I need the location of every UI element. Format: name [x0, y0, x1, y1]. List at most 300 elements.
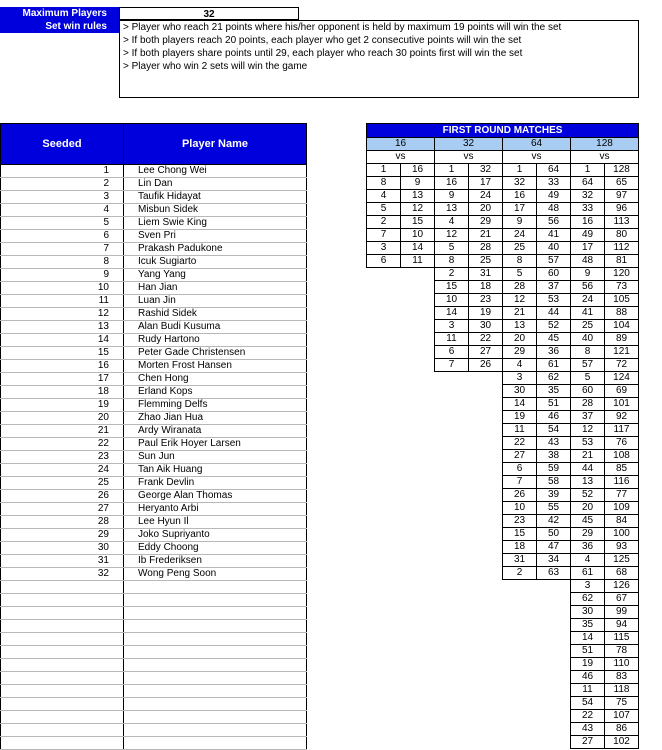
- match-seed-cell[interactable]: 88: [605, 307, 639, 320]
- match-seed-cell[interactable]: 34: [537, 554, 571, 567]
- player-name-cell[interactable]: Eddy Choong: [124, 542, 307, 555]
- player-name-cell[interactable]: [124, 659, 307, 672]
- seed-cell[interactable]: 12: [1, 308, 124, 321]
- table-row[interactable]: [1, 685, 307, 698]
- table-row[interactable]: [1, 581, 307, 594]
- table-row[interactable]: [1, 425, 307, 438]
- table-row[interactable]: [1, 412, 307, 425]
- player-name-cell[interactable]: Ardy Wiranata: [124, 425, 307, 438]
- match-seed-cell[interactable]: 9: [571, 268, 605, 281]
- match-seed-cell[interactable]: 6: [503, 463, 537, 476]
- table-row[interactable]: [1, 464, 307, 477]
- table-row[interactable]: [1, 490, 307, 503]
- player-name-cell[interactable]: Morten Frost Hansen: [124, 360, 307, 373]
- match-seed-cell[interactable]: 22: [503, 437, 537, 450]
- seed-cell[interactable]: 1: [1, 165, 124, 178]
- match-seed-cell[interactable]: 5: [503, 268, 537, 281]
- match-seed-cell[interactable]: 6: [435, 346, 469, 359]
- match-seed-cell[interactable]: 27: [571, 736, 605, 749]
- match-seed-cell[interactable]: 11: [503, 424, 537, 437]
- match-seed-cell[interactable]: 35: [537, 385, 571, 398]
- match-seed-cell[interactable]: 36: [571, 541, 605, 554]
- match-seed-cell[interactable]: 80: [605, 229, 639, 242]
- match-seed-cell[interactable]: 36: [537, 346, 571, 359]
- seed-cell[interactable]: [1, 659, 124, 672]
- table-row[interactable]: [1, 529, 307, 542]
- match-seed-cell[interactable]: 72: [605, 359, 639, 372]
- seed-cell[interactable]: 7: [1, 243, 124, 256]
- table-row[interactable]: [1, 256, 307, 269]
- match-seed-cell[interactable]: 44: [571, 463, 605, 476]
- match-seed-cell[interactable]: 1: [435, 164, 469, 177]
- table-row[interactable]: [1, 399, 307, 412]
- match-seed-cell[interactable]: 12: [435, 229, 469, 242]
- match-seed-cell[interactable]: 107: [605, 710, 639, 723]
- match-seed-cell[interactable]: 53: [571, 437, 605, 450]
- player-name-cell[interactable]: Taufik Hidayat: [124, 191, 307, 204]
- match-seed-cell[interactable]: 38: [537, 450, 571, 463]
- player-name-cell[interactable]: Alan Budi Kusuma: [124, 321, 307, 334]
- match-seed-cell[interactable]: 99: [605, 606, 639, 619]
- player-name-cell[interactable]: Lin Dan: [124, 178, 307, 191]
- match-seed-cell[interactable]: 62: [537, 372, 571, 385]
- table-row[interactable]: [1, 386, 307, 399]
- table-row[interactable]: [1, 165, 307, 178]
- match-seed-cell[interactable]: 62: [571, 593, 605, 606]
- match-seed-cell[interactable]: 6: [367, 255, 401, 268]
- match-seed-cell[interactable]: 14: [571, 632, 605, 645]
- match-seed-cell[interactable]: 40: [571, 333, 605, 346]
- match-seed-cell[interactable]: 56: [537, 216, 571, 229]
- table-row[interactable]: [1, 217, 307, 230]
- match-seed-cell[interactable]: 4: [435, 216, 469, 229]
- seed-cell[interactable]: 4: [1, 204, 124, 217]
- seed-cell[interactable]: 31: [1, 555, 124, 568]
- table-row[interactable]: [1, 477, 307, 490]
- match-seed-cell[interactable]: 41: [537, 229, 571, 242]
- match-seed-cell[interactable]: 112: [605, 242, 639, 255]
- match-seed-cell[interactable]: 61: [571, 567, 605, 580]
- table-row[interactable]: [1, 438, 307, 451]
- match-seed-cell[interactable]: 59: [537, 463, 571, 476]
- seed-cell[interactable]: 13: [1, 321, 124, 334]
- match-seed-cell[interactable]: 19: [503, 411, 537, 424]
- match-seed-cell[interactable]: 19: [469, 307, 503, 320]
- match-seed-cell[interactable]: 57: [571, 359, 605, 372]
- seed-cell[interactable]: 8: [1, 256, 124, 269]
- match-seed-cell[interactable]: 60: [537, 268, 571, 281]
- player-name-cell[interactable]: [124, 581, 307, 594]
- player-name-cell[interactable]: Lee Chong Wei: [124, 165, 307, 178]
- match-seed-cell[interactable]: 3: [435, 320, 469, 333]
- match-seed-cell[interactable]: 32: [469, 164, 503, 177]
- match-seed-cell[interactable]: 14: [503, 398, 537, 411]
- match-seed-cell[interactable]: 105: [605, 294, 639, 307]
- match-seed-cell[interactable]: 17: [571, 242, 605, 255]
- match-seed-cell[interactable]: 50: [537, 528, 571, 541]
- match-seed-cell[interactable]: 41: [571, 307, 605, 320]
- match-seed-cell[interactable]: 52: [537, 320, 571, 333]
- match-seed-cell[interactable]: 2: [435, 268, 469, 281]
- match-seed-cell[interactable]: 44: [537, 307, 571, 320]
- player-name-cell[interactable]: Rashid Sidek: [124, 308, 307, 321]
- player-name-cell[interactable]: [124, 685, 307, 698]
- match-seed-cell[interactable]: 2: [503, 567, 537, 580]
- match-seed-cell[interactable]: 14: [401, 242, 435, 255]
- match-seed-cell[interactable]: 53: [537, 294, 571, 307]
- seed-cell[interactable]: [1, 594, 124, 607]
- player-name-cell[interactable]: Luan Jin: [124, 295, 307, 308]
- match-seed-cell[interactable]: 46: [571, 671, 605, 684]
- match-seed-cell[interactable]: 13: [401, 190, 435, 203]
- match-seed-cell[interactable]: 100: [605, 528, 639, 541]
- match-seed-cell[interactable]: 29: [571, 528, 605, 541]
- match-seed-cell[interactable]: 109: [605, 502, 639, 515]
- player-name-cell[interactable]: [124, 724, 307, 737]
- match-seed-cell[interactable]: 5: [367, 203, 401, 216]
- player-name-cell[interactable]: [124, 737, 307, 750]
- match-seed-cell[interactable]: 110: [605, 658, 639, 671]
- player-name-cell[interactable]: Prakash Padukone: [124, 243, 307, 256]
- match-seed-cell[interactable]: 65: [605, 177, 639, 190]
- seed-cell[interactable]: 16: [1, 360, 124, 373]
- table-row[interactable]: [1, 503, 307, 516]
- match-seed-cell[interactable]: 101: [605, 398, 639, 411]
- match-seed-cell[interactable]: 64: [537, 164, 571, 177]
- seed-cell[interactable]: 18: [1, 386, 124, 399]
- match-seed-cell[interactable]: 83: [605, 671, 639, 684]
- match-seed-cell[interactable]: 22: [571, 710, 605, 723]
- match-seed-cell[interactable]: 20: [571, 502, 605, 515]
- match-seed-cell[interactable]: 24: [503, 229, 537, 242]
- match-seed-cell[interactable]: 22: [469, 333, 503, 346]
- match-seed-cell[interactable]: 125: [605, 554, 639, 567]
- match-seed-cell[interactable]: 16: [571, 216, 605, 229]
- match-seed-cell[interactable]: 9: [401, 177, 435, 190]
- match-seed-cell[interactable]: 73: [605, 281, 639, 294]
- match-seed-cell[interactable]: 128: [605, 164, 639, 177]
- player-name-cell[interactable]: [124, 698, 307, 711]
- table-row[interactable]: [1, 334, 307, 347]
- match-seed-cell[interactable]: 48: [571, 255, 605, 268]
- match-seed-cell[interactable]: 10: [401, 229, 435, 242]
- seed-cell[interactable]: 10: [1, 282, 124, 295]
- match-seed-cell[interactable]: 51: [571, 645, 605, 658]
- match-seed-cell[interactable]: 11: [401, 255, 435, 268]
- match-seed-cell[interactable]: 43: [571, 723, 605, 736]
- player-name-cell[interactable]: Icuk Sugiarto: [124, 256, 307, 269]
- table-row[interactable]: [1, 724, 307, 737]
- seed-cell[interactable]: 32: [1, 568, 124, 581]
- seed-cell[interactable]: 23: [1, 451, 124, 464]
- match-seed-cell[interactable]: 23: [469, 294, 503, 307]
- player-name-cell[interactable]: Sun Jun: [124, 451, 307, 464]
- match-seed-cell[interactable]: 19: [571, 658, 605, 671]
- match-seed-cell[interactable]: 33: [571, 203, 605, 216]
- table-row[interactable]: [1, 191, 307, 204]
- player-name-cell[interactable]: [124, 633, 307, 646]
- seed-cell[interactable]: 15: [1, 347, 124, 360]
- match-seed-cell[interactable]: 58: [537, 476, 571, 489]
- match-seed-cell[interactable]: 55: [537, 502, 571, 515]
- match-seed-cell[interactable]: 68: [605, 567, 639, 580]
- seed-cell[interactable]: 3: [1, 191, 124, 204]
- match-seed-cell[interactable]: 35: [571, 619, 605, 632]
- seed-cell[interactable]: 22: [1, 438, 124, 451]
- seed-cell[interactable]: 21: [1, 425, 124, 438]
- player-name-cell[interactable]: Chen Hong: [124, 373, 307, 386]
- match-seed-cell[interactable]: 7: [435, 359, 469, 372]
- match-seed-cell[interactable]: 3: [367, 242, 401, 255]
- match-seed-cell[interactable]: 94: [605, 619, 639, 632]
- player-name-cell[interactable]: Frank Devlin: [124, 477, 307, 490]
- table-row[interactable]: [1, 516, 307, 529]
- match-seed-cell[interactable]: 76: [605, 437, 639, 450]
- match-seed-cell[interactable]: 45: [537, 333, 571, 346]
- match-seed-cell[interactable]: 8: [503, 255, 537, 268]
- match-seed-cell[interactable]: 108: [605, 450, 639, 463]
- match-seed-cell[interactable]: 13: [571, 476, 605, 489]
- match-seed-cell[interactable]: 118: [605, 684, 639, 697]
- match-seed-cell[interactable]: 56: [571, 281, 605, 294]
- seed-cell[interactable]: [1, 607, 124, 620]
- match-seed-cell[interactable]: 28: [503, 281, 537, 294]
- match-seed-cell[interactable]: 57: [537, 255, 571, 268]
- match-seed-cell[interactable]: 54: [537, 424, 571, 437]
- match-seed-cell[interactable]: 92: [605, 411, 639, 424]
- seed-cell[interactable]: 20: [1, 412, 124, 425]
- player-name-cell[interactable]: [124, 607, 307, 620]
- table-row[interactable]: [1, 373, 307, 386]
- match-seed-cell[interactable]: 9: [503, 216, 537, 229]
- seed-cell[interactable]: 26: [1, 490, 124, 503]
- table-row[interactable]: [1, 698, 307, 711]
- match-seed-cell[interactable]: 30: [503, 385, 537, 398]
- match-seed-cell[interactable]: 27: [503, 450, 537, 463]
- match-seed-cell[interactable]: 30: [469, 320, 503, 333]
- match-seed-cell[interactable]: 26: [469, 359, 503, 372]
- match-seed-cell[interactable]: 115: [605, 632, 639, 645]
- match-seed-cell[interactable]: 15: [435, 281, 469, 294]
- table-row[interactable]: [1, 230, 307, 243]
- match-seed-cell[interactable]: 7: [367, 229, 401, 242]
- match-seed-cell[interactable]: 63: [537, 567, 571, 580]
- table-row[interactable]: [1, 321, 307, 334]
- player-name-cell[interactable]: [124, 620, 307, 633]
- table-row[interactable]: [1, 542, 307, 555]
- match-seed-cell[interactable]: 49: [571, 229, 605, 242]
- table-row[interactable]: [1, 672, 307, 685]
- seed-cell[interactable]: 25: [1, 477, 124, 490]
- match-seed-cell[interactable]: 126: [605, 580, 639, 593]
- match-seed-cell[interactable]: 40: [537, 242, 571, 255]
- player-name-cell[interactable]: Erland Kops: [124, 386, 307, 399]
- match-seed-cell[interactable]: 10: [503, 502, 537, 515]
- cell-selection-handle[interactable]: [118, 160, 122, 164]
- match-seed-cell[interactable]: 43: [537, 437, 571, 450]
- match-seed-cell[interactable]: 2: [367, 216, 401, 229]
- match-seed-cell[interactable]: 17: [503, 203, 537, 216]
- seed-cell[interactable]: 17: [1, 373, 124, 386]
- match-seed-cell[interactable]: 45: [571, 515, 605, 528]
- seed-cell[interactable]: 24: [1, 464, 124, 477]
- table-row[interactable]: [1, 347, 307, 360]
- match-seed-cell[interactable]: 85: [605, 463, 639, 476]
- match-seed-cell[interactable]: 25: [571, 320, 605, 333]
- match-seed-cell[interactable]: 3: [571, 580, 605, 593]
- match-seed-cell[interactable]: 8: [367, 177, 401, 190]
- table-row[interactable]: [1, 178, 307, 191]
- match-seed-cell[interactable]: 116: [605, 476, 639, 489]
- match-seed-cell[interactable]: 64: [571, 177, 605, 190]
- seed-cell[interactable]: 2: [1, 178, 124, 191]
- match-seed-cell[interactable]: 124: [605, 372, 639, 385]
- match-seed-cell[interactable]: 113: [605, 216, 639, 229]
- player-name-cell[interactable]: Heryanto Arbi: [124, 503, 307, 516]
- match-seed-cell[interactable]: 4: [571, 554, 605, 567]
- seed-cell[interactable]: 27: [1, 503, 124, 516]
- match-seed-cell[interactable]: 17: [469, 177, 503, 190]
- match-seed-cell[interactable]: 27: [469, 346, 503, 359]
- seed-cell[interactable]: [1, 672, 124, 685]
- match-seed-cell[interactable]: 8: [571, 346, 605, 359]
- match-seed-cell[interactable]: 31: [503, 554, 537, 567]
- match-seed-cell[interactable]: 104: [605, 320, 639, 333]
- max-players-value[interactable]: 32: [119, 7, 299, 20]
- seed-cell[interactable]: [1, 711, 124, 724]
- match-seed-cell[interactable]: 78: [605, 645, 639, 658]
- match-seed-cell[interactable]: 32: [571, 190, 605, 203]
- player-name-cell[interactable]: Sven Pri: [124, 230, 307, 243]
- table-row[interactable]: [1, 451, 307, 464]
- seed-cell[interactable]: 28: [1, 516, 124, 529]
- match-seed-cell[interactable]: 12: [571, 424, 605, 437]
- match-seed-cell[interactable]: 21: [503, 307, 537, 320]
- match-seed-cell[interactable]: 81: [605, 255, 639, 268]
- match-seed-cell[interactable]: 51: [537, 398, 571, 411]
- match-seed-cell[interactable]: 28: [571, 398, 605, 411]
- match-seed-cell[interactable]: 117: [605, 424, 639, 437]
- seed-cell[interactable]: [1, 685, 124, 698]
- seed-cell[interactable]: 6: [1, 230, 124, 243]
- match-seed-cell[interactable]: 120: [605, 268, 639, 281]
- seed-cell[interactable]: [1, 581, 124, 594]
- player-name-cell[interactable]: Lee Hyun Il: [124, 516, 307, 529]
- table-row[interactable]: [1, 737, 307, 750]
- match-seed-cell[interactable]: 29: [503, 346, 537, 359]
- match-seed-cell[interactable]: 89: [605, 333, 639, 346]
- match-seed-cell[interactable]: 86: [605, 723, 639, 736]
- match-seed-cell[interactable]: 24: [469, 190, 503, 203]
- match-seed-cell[interactable]: 16: [435, 177, 469, 190]
- seed-cell[interactable]: [1, 724, 124, 737]
- match-seed-cell[interactable]: 21: [469, 229, 503, 242]
- match-seed-cell[interactable]: 16: [401, 164, 435, 177]
- seed-cell[interactable]: 5: [1, 217, 124, 230]
- match-seed-cell[interactable]: 29: [469, 216, 503, 229]
- player-name-cell[interactable]: Paul Erik Hoyer Larsen: [124, 438, 307, 451]
- seed-cell[interactable]: [1, 698, 124, 711]
- player-name-cell[interactable]: [124, 594, 307, 607]
- table-row[interactable]: [1, 659, 307, 672]
- match-seed-cell[interactable]: 18: [469, 281, 503, 294]
- match-seed-cell[interactable]: 11: [435, 333, 469, 346]
- match-seed-cell[interactable]: 26: [503, 489, 537, 502]
- table-row[interactable]: [1, 711, 307, 724]
- match-seed-cell[interactable]: 7: [503, 476, 537, 489]
- match-seed-cell[interactable]: 39: [537, 489, 571, 502]
- match-seed-cell[interactable]: 67: [605, 593, 639, 606]
- match-seed-cell[interactable]: 4: [503, 359, 537, 372]
- seed-cell[interactable]: 14: [1, 334, 124, 347]
- match-seed-cell[interactable]: 102: [605, 736, 639, 749]
- match-seed-cell[interactable]: 13: [435, 203, 469, 216]
- table-row[interactable]: [1, 282, 307, 295]
- table-row[interactable]: [1, 204, 307, 217]
- match-seed-cell[interactable]: 46: [537, 411, 571, 424]
- seed-cell[interactable]: 11: [1, 295, 124, 308]
- match-seed-cell[interactable]: 25: [503, 242, 537, 255]
- match-seed-cell[interactable]: 11: [571, 684, 605, 697]
- match-seed-cell[interactable]: 47: [537, 541, 571, 554]
- player-name-cell[interactable]: Rudy Hartono: [124, 334, 307, 347]
- match-seed-cell[interactable]: 24: [571, 294, 605, 307]
- player-name-cell[interactable]: George Alan Thomas: [124, 490, 307, 503]
- match-seed-cell[interactable]: 8: [435, 255, 469, 268]
- match-seed-cell[interactable]: 5: [571, 372, 605, 385]
- player-name-cell[interactable]: Yang Yang: [124, 269, 307, 282]
- table-row[interactable]: [1, 555, 307, 568]
- seed-cell[interactable]: 29: [1, 529, 124, 542]
- seed-cell[interactable]: 19: [1, 399, 124, 412]
- match-seed-cell[interactable]: 1: [503, 164, 537, 177]
- match-seed-cell[interactable]: 12: [401, 203, 435, 216]
- player-name-cell[interactable]: Han Jian: [124, 282, 307, 295]
- player-name-cell[interactable]: Misbun Sidek: [124, 204, 307, 217]
- seed-cell[interactable]: [1, 620, 124, 633]
- match-seed-cell[interactable]: 12: [503, 294, 537, 307]
- table-row[interactable]: [1, 308, 307, 321]
- match-seed-cell[interactable]: 32: [503, 177, 537, 190]
- match-seed-cell[interactable]: 96: [605, 203, 639, 216]
- player-name-cell[interactable]: Peter Gade Christensen: [124, 347, 307, 360]
- match-seed-cell[interactable]: 54: [571, 697, 605, 710]
- match-seed-cell[interactable]: 10: [435, 294, 469, 307]
- match-seed-cell[interactable]: 97: [605, 190, 639, 203]
- seed-cell[interactable]: [1, 737, 124, 750]
- match-seed-cell[interactable]: 15: [401, 216, 435, 229]
- match-seed-cell[interactable]: 18: [503, 541, 537, 554]
- match-seed-cell[interactable]: 9: [435, 190, 469, 203]
- table-row[interactable]: [1, 243, 307, 256]
- seed-cell[interactable]: [1, 633, 124, 646]
- match-seed-cell[interactable]: 37: [537, 281, 571, 294]
- table-row[interactable]: [1, 607, 307, 620]
- match-seed-cell[interactable]: 61: [537, 359, 571, 372]
- match-seed-cell[interactable]: 20: [469, 203, 503, 216]
- player-name-cell[interactable]: Wong Peng Soon: [124, 568, 307, 581]
- match-seed-cell[interactable]: 25: [469, 255, 503, 268]
- table-row[interactable]: [1, 620, 307, 633]
- seed-cell[interactable]: 30: [1, 542, 124, 555]
- match-seed-cell[interactable]: 33: [537, 177, 571, 190]
- match-seed-cell[interactable]: 16: [503, 190, 537, 203]
- set-win-rules-box[interactable]: [119, 20, 639, 98]
- match-seed-cell[interactable]: 23: [503, 515, 537, 528]
- player-name-cell[interactable]: Zhao Jian Hua: [124, 412, 307, 425]
- match-seed-cell[interactable]: 5: [435, 242, 469, 255]
- table-row[interactable]: [1, 295, 307, 308]
